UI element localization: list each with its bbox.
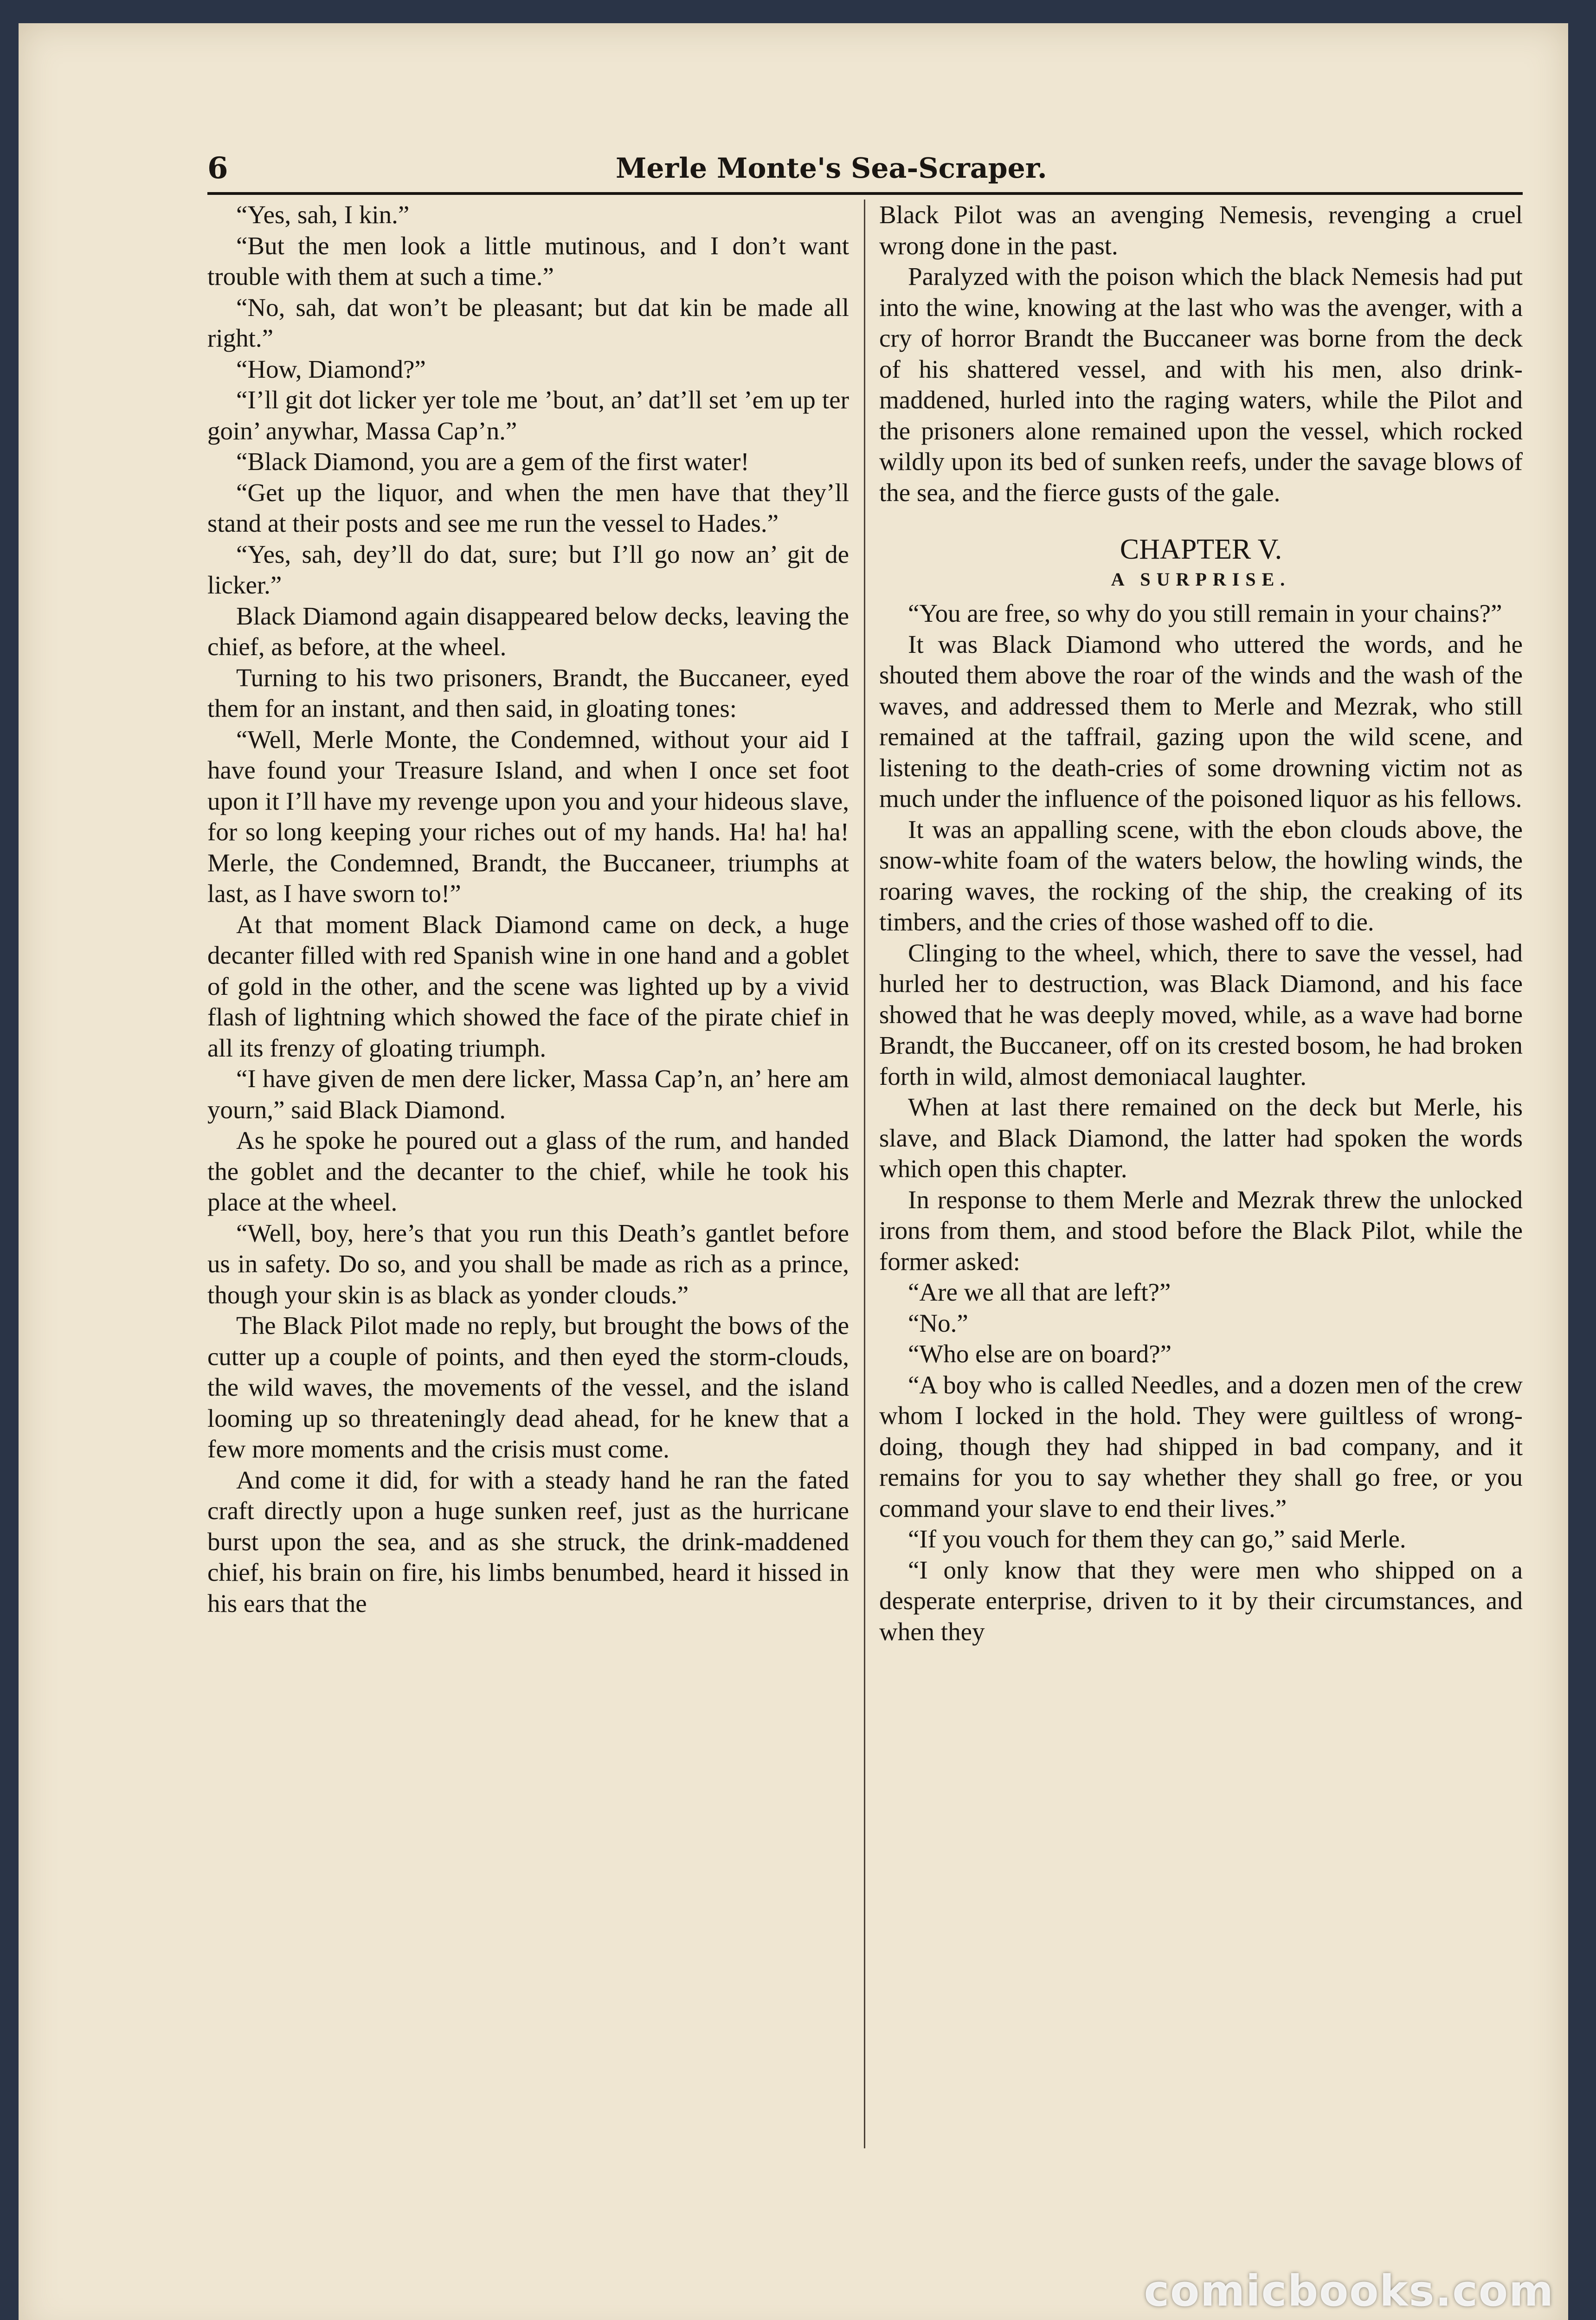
page-number: 6: [207, 151, 228, 186]
paragraph: “You are free, so why do you still remain in your chains?”: [908, 599, 1502, 627]
right-column: [879, 200, 1523, 2167]
paragraph: Clinging to the wheel, which, there to save the vessel, had hurled her to destruction, was Black Diamond, and his face showed that he was deeply moved, while, as a wave had borne Brandt, the Buccaneer, off on its crested bosom, he had broken forth in wild, almost demoniacal laughter.: [879, 938, 1523, 1090]
paragraph: “I only know that they were men who shipped on a desperate enterprise, driven to it by their circumstances, and when they: [879, 1555, 1523, 1646]
paragraph: Turning to his two prisoners, Brandt, the Buccaneer, eyed them for an instant, and then said, in gloating tones:: [207, 663, 849, 722]
paragraph: “I have given de men dere licker, Massa Cap’n, an’ here am yourn,” said Black Diamond.: [207, 1064, 849, 1124]
paragraph: “Yes, sah, dey’ll do dat, sure; but I’ll go now an’ git de licker.”: [207, 540, 849, 599]
paragraph: “Who else are on board?”: [908, 1340, 1172, 1368]
paragraph: “Yes, sah, I kin.”: [236, 200, 410, 229]
paragraph: In response to them Merle and Mezrak threw the unlocked irons from them, and stood before the Black Pilot, while the former asked:: [879, 1185, 1523, 1276]
paragraph: “Black Diamond, you are a gem of the first water!: [236, 447, 749, 476]
chapter-heading: CHAPTER V.: [1120, 534, 1282, 565]
left-column: [207, 200, 849, 2167]
paragraph: It was an appalling scene, with the ebon clouds above, the snow-white foam of the waters below, the howling winds, the roaring waves, the rocking of the ship, the creaking of its timbers, and the cries of those washed off to die.: [879, 815, 1523, 936]
paragraph: “If you vouch for them they can go,” said Merle.: [908, 1525, 1406, 1553]
paragraph: And come it did, for with a steady hand he ran the fated craft directly upon a huge sunken reef, just as the hurricane burst upon the sea, and as she struck, the drink-maddened chief, his brain on fire, his limbs benumbed, heard it hissed in his ears that the: [207, 1465, 849, 1618]
paragraph: “But the men look a little mutinous, and I don’t want trouble with them at such a time.”: [207, 231, 849, 290]
paragraph: “Get up the liquor, and when the men have that they’ll stand at their posts and see me run the vessel to Hades.”: [207, 478, 849, 537]
paragraph: When at last there remained on the deck but Merle, his slave, and Black Diamond, the latter had spoken the words which open this chapter.: [879, 1093, 1523, 1183]
paragraph: Black Diamond again disappeared below decks, leaving the chief, as before, at the wheel.: [207, 601, 849, 661]
header-rule: [207, 192, 1523, 195]
paragraph: At that moment Black Diamond came on deck, a huge decanter filled with red Spanish wine in one hand and a goblet of gold in the other, and the scene was lighted up by a vivid flash of lightning which showed the face of the pirate chief in all its frenzy of gloating triumph.: [207, 910, 849, 1062]
paragraph: As he spoke he poured out a glass of the rum, and handed the goblet and the decanter to the chief, while he took his place at the wheel.: [207, 1126, 849, 1216]
paragraph: “I’ll git dot licker yer tole me ’bout, an’ dat’ll set ’em up ter goin’ anywhar, Massa Cap’n.”: [207, 386, 849, 445]
running-title: Merle Monte's Sea-Scraper.: [616, 152, 1047, 185]
paragraph: “Well, boy, here’s that you run this Death’s gantlet before us in safety. Do so, and you shall be made as rich as a prince, though your skin is as black as yonder clouds.”: [207, 1218, 849, 1309]
paragraph: “A boy who is called Needles, and a dozen men of the crew whom I locked in the hold. They were guiltless of wrong-doing, though they had shipped in bad company, and it remains for you to say whether they shall go free, or you command your slave to end their lives.”: [879, 1370, 1523, 1522]
column-divider: [864, 200, 865, 2148]
continued-paragraph: Black Pilot was an avenging Nemesis, revenging a cruel wrong done in the past.: [879, 200, 1523, 260]
paragraph: It was Black Diamond who uttered the words, and he shouted them above the roar of the winds and the wash of the waves, and addressed them to Merle and Mezrak, who still remained at the taffrail, gazing upon the wild scene, and listening to the death-cries of some drowning victim not as much under the influence of the poisoned liquor as his fellows.: [879, 630, 1523, 812]
paragraph: “Well, Merle Monte, the Condemned, without your aid I have found your Treasure Island, and when I once set foot upon it I’ll have my revenge upon you and your hideous slave, for so long keeping your riches out of my hands. Ha! ha! ha! Merle, the Condemned, Brandt, the Buccaneer, triumphs at last, as I have sworn to!”: [207, 725, 849, 908]
paragraph: Paralyzed with the poison which the black Nemesis had put into the wine, knowing at the last who was the avenger, with a cry of horror Brandt the Buccaneer was borne from the deck of his shattered vessel, and with his men, also drink-maddened, hurled into the raging waters, while the Pilot and the prisoners alone remained upon the vessel, which rocked wildly upon its bed of sunken reefs, under the savage blows of the sea, and the fierce gusts of the gale.: [879, 262, 1523, 507]
watermark: comicbooks.com: [1144, 2266, 1554, 2316]
chapter-subtitle: A SURPRISE.: [1111, 569, 1291, 590]
paragraph: The Black Pilot made no reply, but brought the bows of the cutter up a couple of points, and then eyed the storm-clouds, the wild waves, the movements of the vessel, and the island looming up so threateningly dead ahead, for he knew that a few more moments and the crisis must come.: [207, 1311, 849, 1463]
paragraph: “No, sah, dat won’t be pleasant; but dat kin be made all right.”: [207, 293, 849, 352]
paragraph: “How, Diamond?”: [236, 354, 426, 383]
paragraph: “No.”: [908, 1308, 968, 1337]
paragraph: “Are we all that are left?”: [908, 1278, 1171, 1306]
page-header: [207, 148, 1523, 189]
